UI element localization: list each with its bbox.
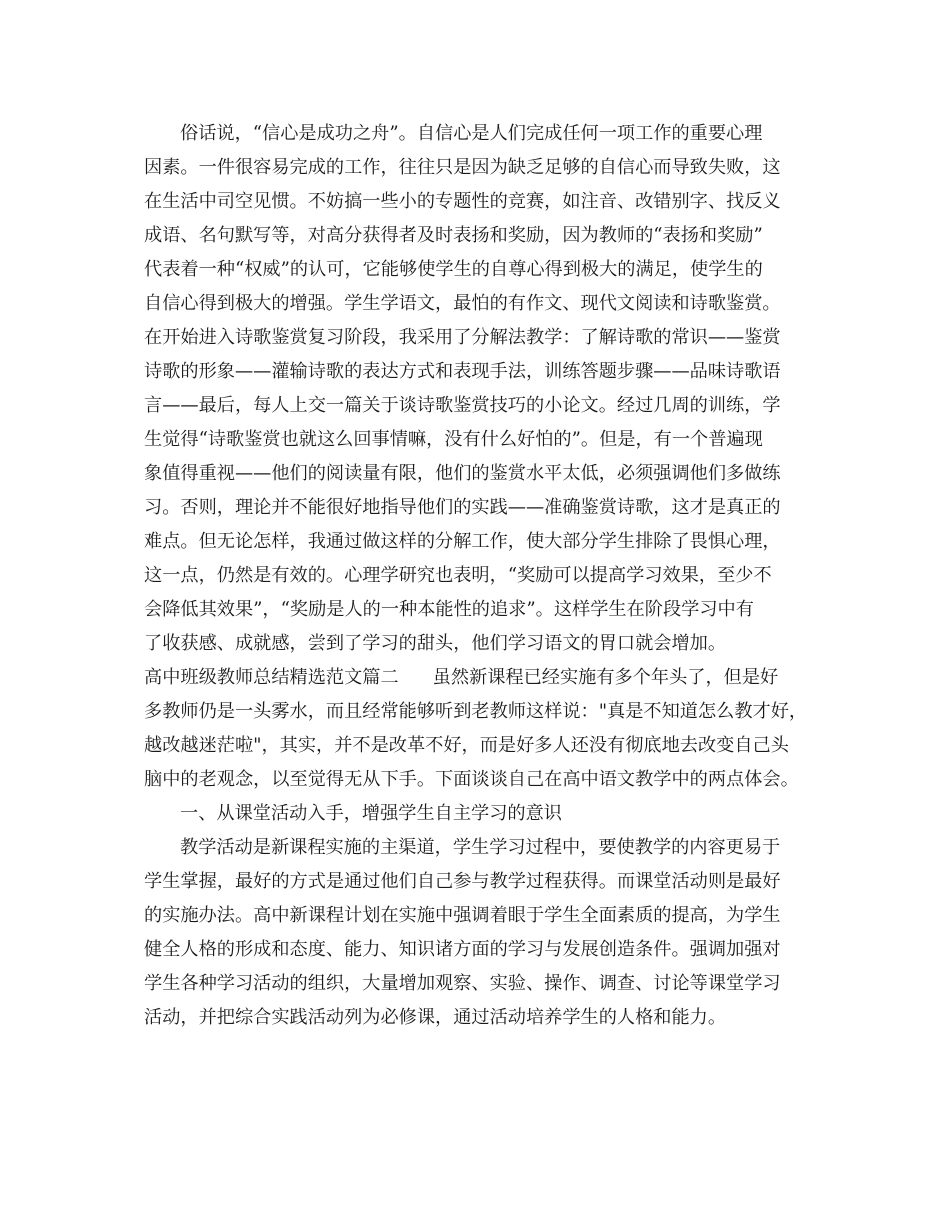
text-line: 多教师仍是一头雾水，而且经常能够听到老教师这样说："真是不知道怎么教才好， <box>144 701 808 722</box>
subheading-line: 一、从课堂活动入手，增强学生自主学习的意识 <box>180 803 562 824</box>
text-line: 的实施办法。高中新课程计划在实施中强调着眼于学生全面素质的提高，为学生 <box>144 905 781 926</box>
text-line: 学生掌握，最好的方式是通过他们自己参与教学过程获得。而课堂活动则是最好 <box>144 871 781 892</box>
document-body <box>144 117 824 1035</box>
text-line: 这一点，仍然是有效的。心理学研究也表明，“奖励可以提高学习效果，至少不 <box>144 565 772 586</box>
text-line: 代表着一种“权威”的认可，它能够使学生的自尊心得到极大的满足，使学生的 <box>144 259 763 280</box>
text-line: 言——最后，每人上交一篇关于谈诗歌鉴赏技巧的小论文。经过几周的训练，学 <box>144 395 781 416</box>
text-line: 了收获感、成就感，尝到了学习的甜头，他们学习语文的胃口就会增加。 <box>144 633 727 654</box>
text-line: 成语、名句默写等，对高分获得者及时表扬和奖励，因为教师的“表扬和奖励” <box>144 225 763 246</box>
text-line: 在生活中司空见惯。不妨搞一些小的专题性的竞赛，如注音、改错别字、找反义 <box>144 191 781 212</box>
text-line: 自信心得到极大的增强。学生学语文，最怕的有作文、现代文阅读和诗歌鉴赏。 <box>144 293 781 314</box>
text-line: 因素。一件很容易完成的工作，往往只是因为缺乏足够的自信心而导致失败，这 <box>144 157 781 178</box>
text-line: 会降低其效果”，“奖励是人的一种本能性的追求”。这样学生在阶段学习中有 <box>144 599 754 620</box>
section-title: 高中班级教师总结精选范文篇二 <box>144 667 399 688</box>
text-line: 活动，并把综合实践活动列为必修课，通过活动培养学生的人格和能力。 <box>144 1007 727 1028</box>
section-heading-line <box>144 661 824 695</box>
text-line: 学生各种学习活动的组织，大量增加观察、实验、操作、调查、讨论等课堂学习 <box>144 973 781 994</box>
text-line: 难点。但无论怎样，我通过做这样的分解工作，使大部分学生排除了畏惧心理， <box>144 531 781 552</box>
section-intro-text: 虽然新课程已经实施有多个年头了，但是好 <box>432 667 779 688</box>
text-line: 习。否则，理论并不能很好地指导他们的实践——准确鉴赏诗歌，这才是真正的 <box>144 497 781 518</box>
text-line: 俗话说，“信心是成功之舟”。自信心是人们完成任何一项工作的重要心理 <box>180 123 763 144</box>
text-line: 生觉得“诗歌鉴赏也就这么回事情嘛，没有什么好怕的”。但是，有一个普遍现 <box>144 429 763 450</box>
text-line: 在开始进入诗歌鉴赏复习阶段，我采用了分解法教学：了解诗歌的常识——鉴赏 <box>144 327 781 348</box>
text-line: 诗歌的形象——灌输诗歌的表达方式和表现手法，训练答题步骤——品味诗歌语 <box>144 361 781 382</box>
text-line: 健全人格的形成和态度、能力、知识诸方面的学习与发展创造条件。强调加强对 <box>144 939 781 960</box>
text-line: 象值得重视——他们的阅读量有限，他们的鉴赏水平太低，必须强调他们多做练 <box>144 463 781 484</box>
text-line: 教学活动是新课程实施的主渠道，学生学习过程中，要使教学的内容更易于 <box>180 837 781 858</box>
text-line: 脑中的老观念，以至觉得无从下手。下面谈谈自己在高中语文教学中的两点体会。 <box>144 769 799 790</box>
text-line: 越改越迷茫啦"，其实，并不是改革不好，而是好多人还没有彻底地去改变自己头 <box>144 735 789 756</box>
